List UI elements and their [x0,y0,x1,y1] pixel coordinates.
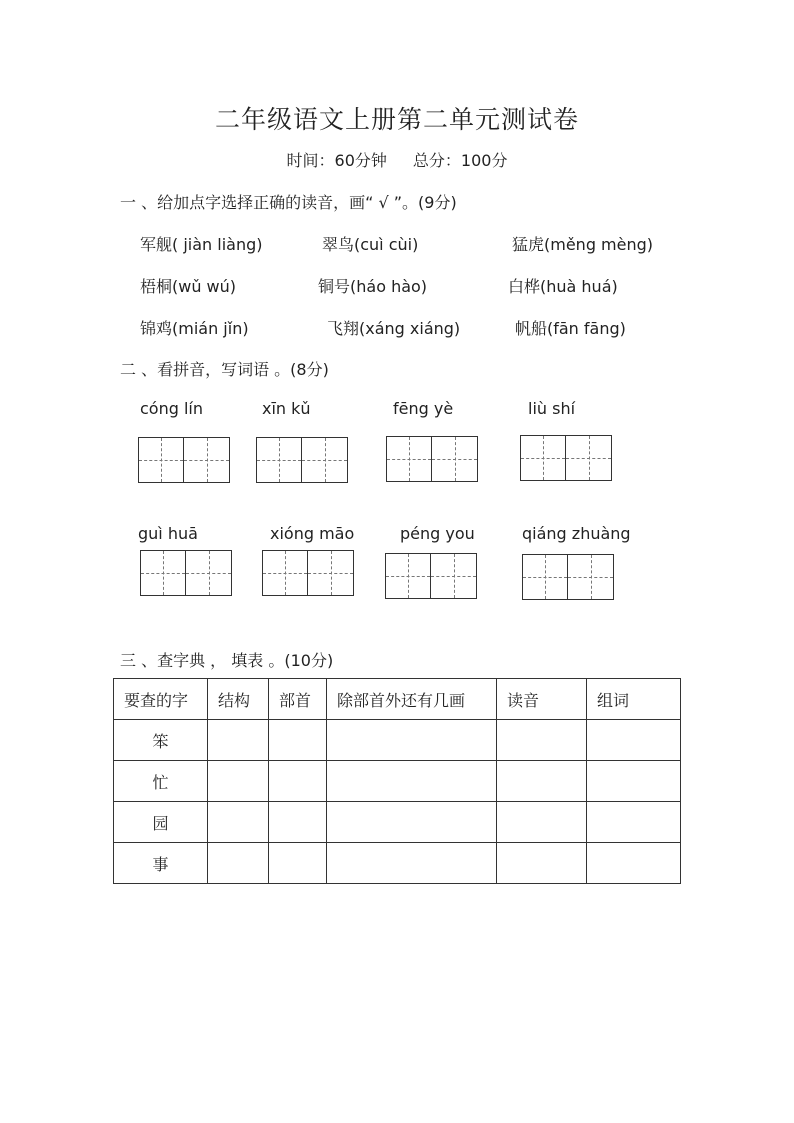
answer-cell[interactable] [269,843,327,884]
table-header: 部首 [269,679,327,720]
answer-cell[interactable] [208,761,269,802]
pinyin-label: liù shí [528,399,576,418]
answer-cell[interactable] [587,761,681,802]
pinyin-label: péng you [400,524,475,543]
answer-cell[interactable] [327,802,497,843]
option-item: 军舰( jiàn liàng) [140,235,263,254]
option-item: 飞翔(xáng xiáng) [327,319,461,338]
option-item: 翠鸟(cuì cùi) [322,235,419,254]
answer-cell[interactable] [269,802,327,843]
table-row [114,843,681,884]
pinyin-label: qiáng zhuàng [522,524,631,543]
writing-grid[interactable] [262,550,354,596]
lookup-char: 忙 [114,761,208,802]
pinyin-label: xióng māo [270,524,355,543]
section1-heading: 一 、给加点字选择正确的读音，画“ √ ”。(9分) [120,193,457,212]
answer-cell[interactable] [497,761,587,802]
answer-cell[interactable] [497,802,587,843]
writing-grid[interactable] [140,550,232,596]
table-row [114,761,681,802]
exam-meta [0,148,794,171]
table-header-row [114,679,681,720]
table-header: 读音 [497,679,587,720]
answer-cell[interactable] [587,802,681,843]
writing-grid[interactable] [522,554,614,600]
answer-cell[interactable] [497,720,587,761]
answer-cell[interactable] [208,720,269,761]
answer-cell[interactable] [327,720,497,761]
table-header: 结构 [208,679,269,720]
table-row [114,720,681,761]
answer-cell[interactable] [327,843,497,884]
answer-cell[interactable] [587,843,681,884]
pinyin-label: xīn kǔ [262,399,311,418]
lookup-char: 笨 [114,720,208,761]
lookup-char: 事 [114,843,208,884]
dictionary-table [113,678,681,884]
table-header: 除部首外还有几画 [327,679,497,720]
answer-cell[interactable] [269,720,327,761]
pinyin-label: guì huā [138,524,198,543]
lookup-char: 园 [114,802,208,843]
table-header: 要查的字 [114,679,208,720]
answer-cell[interactable] [208,802,269,843]
option-item: 锦鸡(mián jǐn) [140,319,249,338]
answer-cell[interactable] [587,720,681,761]
answer-cell[interactable] [497,843,587,884]
table-header: 组词 [587,679,681,720]
option-item: 白桦(huà huá) [508,277,618,296]
answer-cell[interactable] [327,761,497,802]
table-row [114,802,681,843]
total-score: 总分：100分 [412,151,508,170]
writing-grid[interactable] [386,436,478,482]
page-title: 二年级语文上册第二单元测试卷 [214,105,579,134]
writing-grid[interactable] [138,437,230,483]
section2-heading: 二 、看拼音，写词语 。(8分) [120,360,329,379]
pinyin-label: cóng lín [140,399,203,418]
writing-grid[interactable] [520,435,612,481]
writing-grid[interactable] [256,437,348,483]
time-limit: 时间：60分钟 [286,151,387,170]
option-item: 梧桐(wǔ wú) [140,277,237,296]
pinyin-label: fēng yè [393,399,454,418]
option-item: 猛虎(měng mèng) [512,235,654,254]
option-item: 铜号(háo hào) [318,277,428,296]
section3-heading: 三 、查字典 ， 填表 。(10分) [120,651,334,670]
answer-cell[interactable] [269,761,327,802]
option-item: 帆船(fān fāng) [515,319,626,338]
writing-grid[interactable] [385,553,477,599]
answer-cell[interactable] [208,843,269,884]
